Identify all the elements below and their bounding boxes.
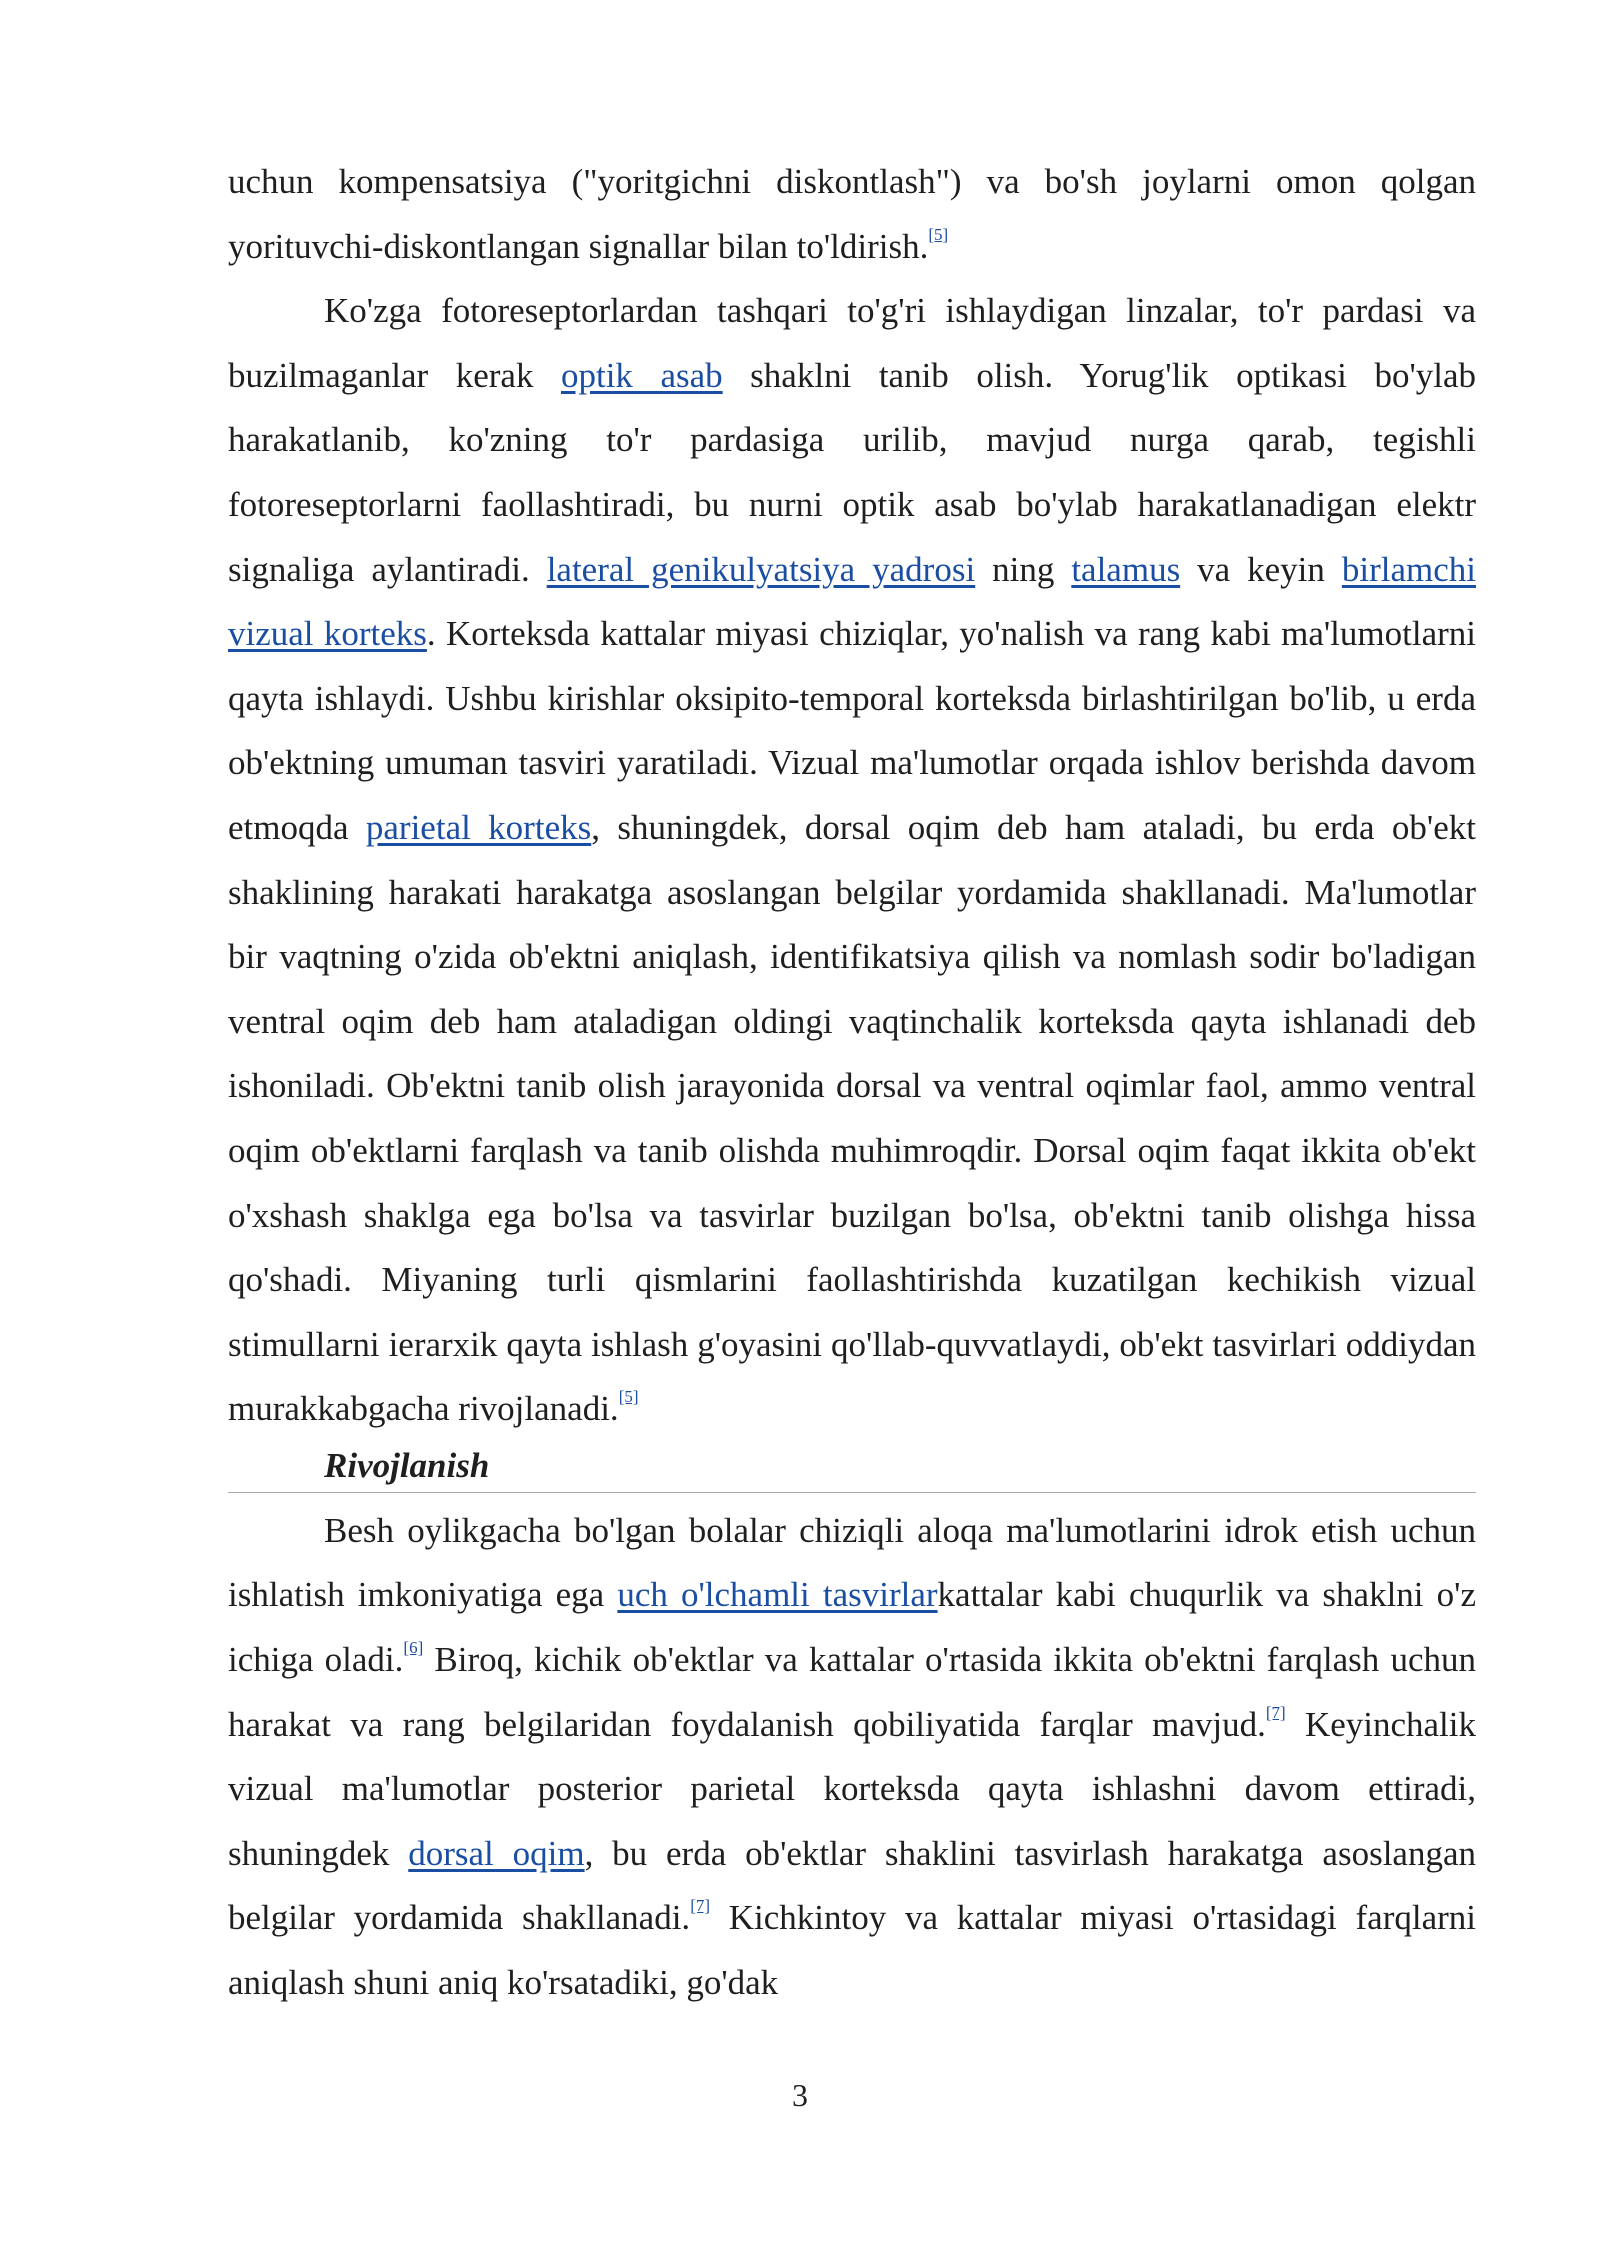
footnote-ref[interactable] [690,1896,710,1915]
link-lateral-genikulyatsiya-yadrosi[interactable]: lateral genikulyatsiya yadrosi [546,549,976,589]
footnote-link[interactable]: [7] [1265,1702,1286,1722]
paragraph-text: uchun kompensatsiya ("yoritgichni diskontlash") va bo'sh joylarni omon qolgan yorituvchi-diskontlangan signallar bilan to'ldirish. [228,162,1476,266]
paragraph-text: shaklni tanib olish. Yorug'lik optikasi bo'ylab harakatlanib, ko'zning to'r pardasiga urilib, mavjud nurga qarab, tegishli fotoreseptorlarni faollashtiradi, bu nurni optik asab bo'ylab harakatlanadigan elektr signaliga aylantiradi. [228,355,1477,589]
link-dorsal-oqim[interactable]: dorsal oqim [408,1833,585,1873]
paragraph-text: . Korteksda kattalar miyasi chiziqlar, yo'nalish va rang kabi ma'lumotlarni qayta ishlaydi. Ushbu kirishlar oksipito-temporal korteksda birlashtirilgan bo'lib, u erda ob'ektning umuman tasviri yaratiladi. Vizual ma'lumotlar orqada ishlov berishda davom etmoqda [228,614,1476,847]
section-heading-wrapper [228,1440,1476,1493]
paragraph-text: ning [975,549,1072,589]
paragraph-2 [228,279,1476,1442]
paragraph-text: Besh oylikgacha bo'lgan bolalar chiziqli aloqa ma'lumotlarini idrok etish uchun ishlatish imkoniyatiga ega [228,1510,1476,1615]
link-optik-asab[interactable]: optik asab [560,355,723,395]
paragraph-text: Kichkintoy va kattalar miyasi o'rtasidagi farqlarni aniqlash shuni aniq ko'rsatadiki, go'dak [228,1898,1476,2003]
paragraph-text: Biroq, kichik ob'ektlar va kattalar o'rtasida ikkita ob'ektni farqlash uchun harakat va rang belgilaridan foydalanish qobiliyatida farqlar mavjud. [228,1640,1476,1744]
link-birlamchi-vizual-korteks[interactable]: birlamchi vizual korteks [228,549,1476,654]
paragraph-text: va keyin [1180,549,1342,589]
link-uch-olchamli-tasvirlar[interactable]: uch o'lchamli tasvirlar [617,1575,938,1615]
footnote-ref[interactable] [403,1638,423,1657]
paragraph-text: kattalar kabi chuqurlik va shaklni o'z ichiga oladi. [228,1575,1476,1680]
link-parietal-korteks[interactable]: parietal korteks [365,807,592,847]
paragraph-text: , bu erda ob'ektlar shaklini tasvirlash harakatga asoslangan belgilar yordamida shakllanadi. [228,1833,1477,1938]
footnote-link[interactable]: [5] [928,224,949,244]
paragraph-text: Keyinchalik vizual ma'lumotlar posterior parietal korteksda qayta ishlashni davom ettiradi, shuningdek [228,1704,1476,1873]
paragraph-3 [228,1499,1476,2016]
footnote-link[interactable]: [5] [618,1387,639,1407]
page-number: 3 [792,2077,808,2113]
footnote-link[interactable]: [6] [403,1638,424,1658]
paragraph-text: , shuningdek, dorsal oqim deb ham ataladi, bu erda ob'ekt shaklining harakati harakatga asoslangan belgilar yordamida shakllanadi. Ma'lumotlar bir vaqtning o'zida ob'ektni aniqlash, identifikatsiya qilish va nomlash sodir bo'ladigan ventral oqim deb ham ataladigan oldingi vaqtinchalik korteksda qayta ishlanadi deb ishoniladi. Ob'ektni tanib olish jarayonida dorsal va ventral oqimlar faol, ammo ventral oqim ob'ektlarni farqlash va tanib olishda muhimroqdir. Dorsal oqim faqat ikkita ob'ekt o'xshash shaklga ega bo'lsa va tasvirlar buzilgan bo'lsa, ob'ektni tanib olishga hissa qo'shadi. Miyaning turli qismlarini faollashtirishda kuzatilgan kechikish vizual stimullarni ierarxik qayta ishlash g'oyasini qo'llab-quvvatlaydi, ob'ekt tasvirlari oddiydan murakkabgacha rivojlanadi. [228,807,1476,1429]
link-talamus[interactable]: talamus [1071,549,1181,589]
footnote-ref[interactable] [928,225,948,244]
paragraph-1 [228,150,1476,279]
footnote-link[interactable]: [7] [690,1896,711,1916]
paragraph-text: Ko'zga fotoreseptorlardan tashqari to'g'ri ishlaydigan linzalar, to'r pardasi va buzilmaganlar kerak [228,291,1476,395]
footnote-ref[interactable] [619,1387,639,1406]
section-heading: Rivojlanish [228,1440,1476,1493]
document-page [228,150,1476,2016]
footnote-ref[interactable] [1266,1703,1286,1722]
